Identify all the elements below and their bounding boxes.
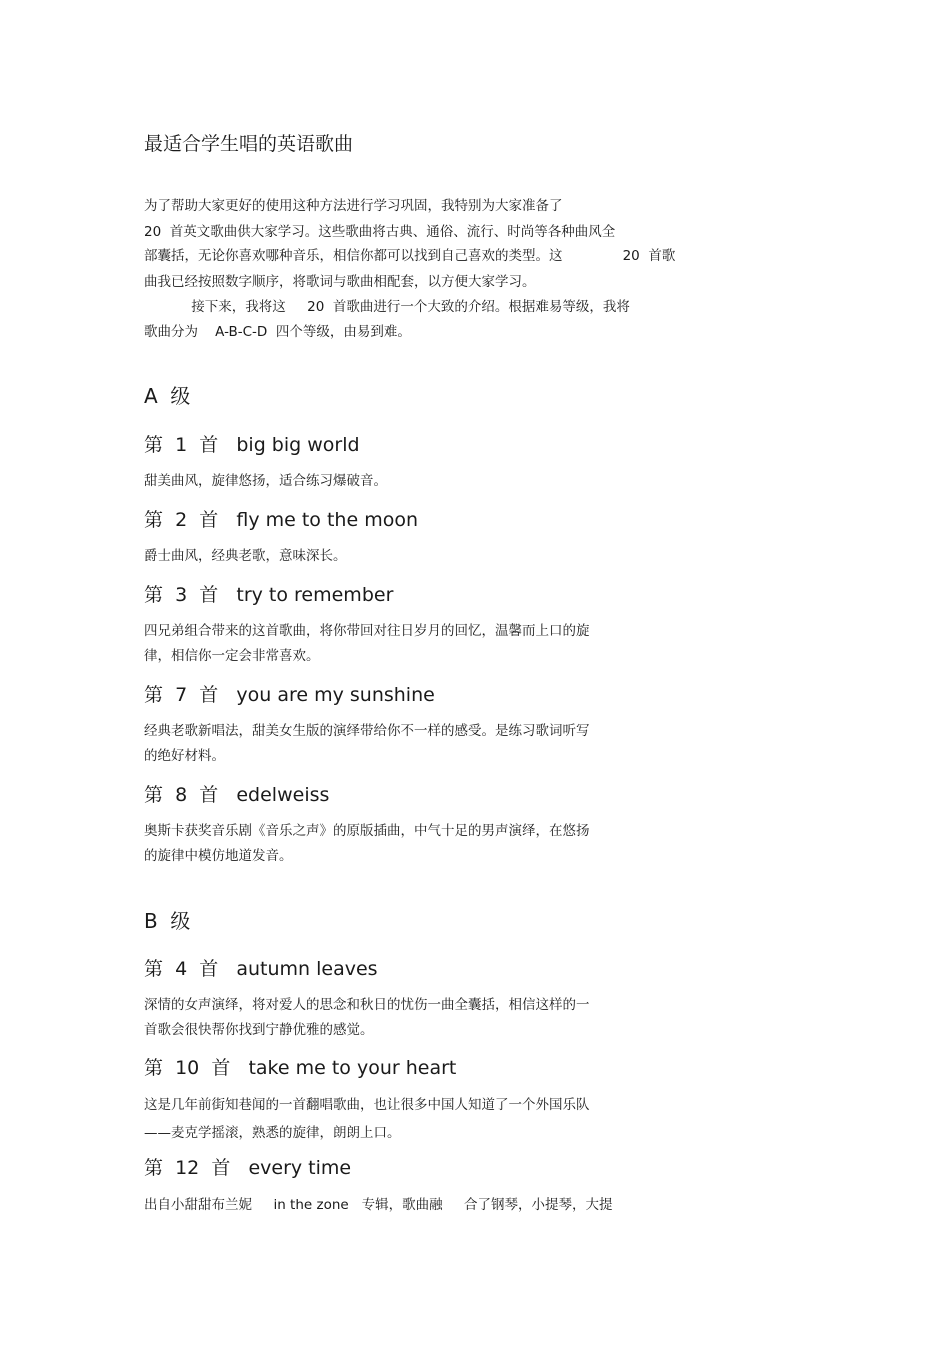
intro-line-3: 部囊括，无论你喜欢哪种音乐，相信你都可以找到自己喜欢的类型。这 20 首歌 (144, 248, 676, 264)
grade-a-heading: A 级 (144, 384, 191, 408)
song-heading: 第 4 首 autumn leaves (144, 958, 378, 980)
song-description: 经典老歌新唱法，甜美女生版的演绎带给你不一样的感受。是练习歌词听写 (144, 723, 590, 739)
song-description: 四兄弟组合带来的这首歌曲，将你带回对往日岁月的回忆，温馨而上口的旋 (144, 623, 590, 639)
document-title: 最适合学生唱的英语歌曲 (144, 133, 354, 155)
song-description: 的旋律中模仿地道发音。 (144, 848, 293, 864)
intro-line-4: 曲我已经按照数字顺序，将歌词与歌曲相配套，以方便大家学习。 (144, 274, 536, 290)
intro-line-1: 为了帮助大家更好的使用这种方法进行学习巩固，我特别为大家准备了 (144, 198, 563, 214)
song-description: 出自小甜甜布兰妮 in the zone 专辑，歌曲融 合了钢琴，小提琴，大提 (144, 1197, 613, 1213)
intro-line-6: 歌曲分为 A-B-C-D 四个等级，由易到难。 (144, 324, 411, 340)
song-heading: 第 3 首 try to remember (144, 584, 394, 606)
song-heading: 第 1 首 big big world (144, 434, 360, 456)
song-description: 首歌会很快帮你找到宁静优雅的感觉。 (144, 1022, 374, 1038)
song-heading: 第 12 首 every time (144, 1157, 352, 1179)
song-description: 深情的女声演绎，将对爱人的思念和秋日的忧伤一曲全囊括，相信这样的一 (144, 997, 590, 1013)
grade-b-heading: B 级 (144, 909, 191, 933)
song-description: 爵士曲风，经典老歌，意味深长。 (144, 548, 347, 564)
intro-line-5: 接下来，我将这 20 首歌曲进行一个大致的介绍。根据难易等级，我将 (144, 299, 630, 315)
song-heading: 第 8 首 edelweiss (144, 784, 330, 806)
song-description: ——麦克学摇滚，熟悉的旋律，朗朗上口。 (144, 1125, 401, 1141)
song-heading: 第 7 首 you are my sunshine (144, 684, 435, 706)
song-description: 这是几年前街知巷闻的一首翻唱歌曲，也让很多中国人知道了一个外国乐队 (144, 1097, 590, 1113)
song-description: 甜美曲风，旋律悠扬，适合练习爆破音。 (144, 473, 387, 489)
song-heading: 第 2 首 fly me to the moon (144, 509, 418, 531)
song-description: 的绝好材料。 (144, 748, 225, 764)
song-description: 律，相信你一定会非常喜欢。 (144, 648, 320, 664)
song-description: 奥斯卡获奖音乐剧《音乐之声》的原版插曲，中气十足的男声演绎，在悠扬 (144, 823, 590, 839)
song-heading: 第 10 首 take me to your heart (144, 1057, 457, 1079)
intro-line-2: 20 首英文歌曲供大家学习。这些歌曲将古典、通俗、流行、时尚等各种曲风全 (144, 224, 616, 240)
